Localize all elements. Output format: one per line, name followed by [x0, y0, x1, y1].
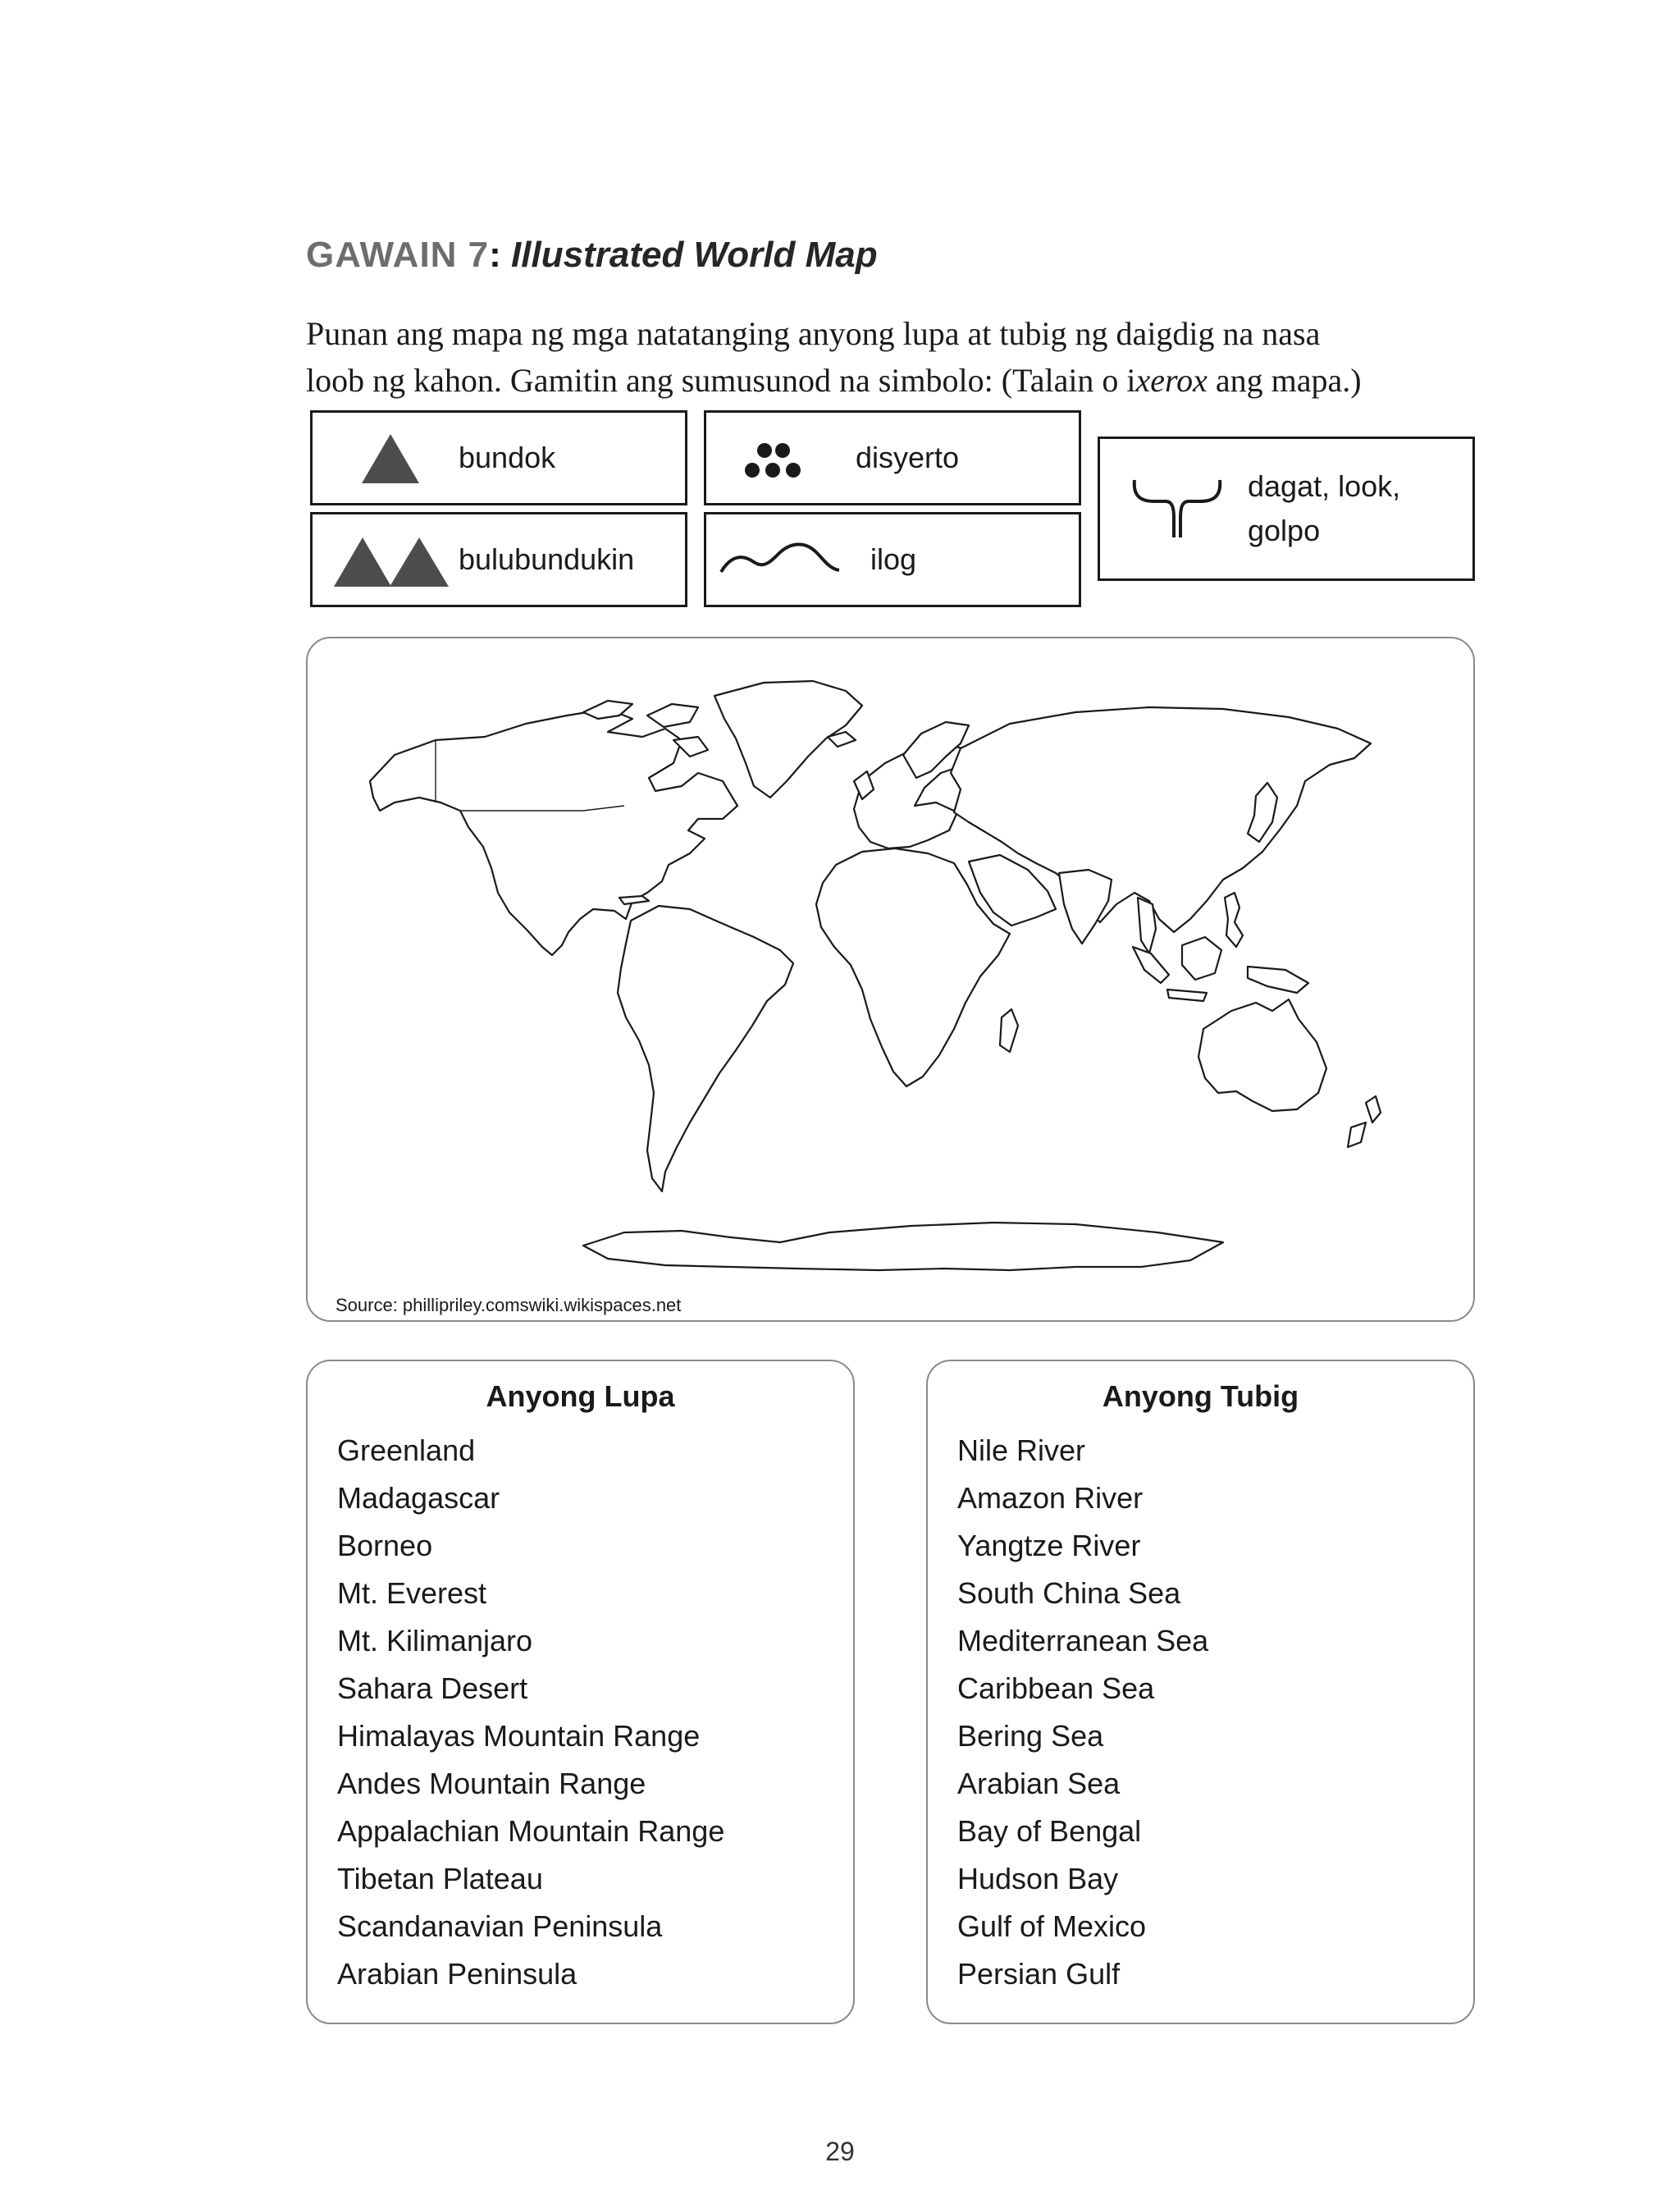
legend-ilog	[704, 512, 1081, 607]
list-item: Mt. Everest	[337, 1576, 487, 1610]
activity-label: GAWAIN 7	[306, 235, 490, 275]
world-map	[337, 658, 1446, 1290]
list-item: Persian Gulf	[957, 1957, 1121, 1991]
anyong-lupa-heading: Anyong Lupa	[486, 1379, 675, 1413]
instructions-line-2-a: loob ng kahon. Gamitin ang sumusunod na simbolo: (Talain o i	[306, 362, 1136, 399]
anyong-tubig-heading: Anyong Tubig	[1102, 1379, 1299, 1413]
list-item: Bay of Bengal	[957, 1814, 1142, 1848]
river-icon	[719, 539, 842, 580]
legend-ilog-label: ilog	[870, 542, 917, 576]
activity-title-text: Illustrated World Map	[511, 235, 878, 275]
instructions-line-2-italic: xerox	[1135, 362, 1208, 399]
list-item: Sahara Desert	[337, 1671, 528, 1705]
instructions-line-2	[306, 357, 1481, 404]
legend-bulubundukin	[310, 512, 687, 607]
list-item: Tibetan Plateau	[337, 1862, 543, 1895]
list-item: Borneo	[337, 1529, 433, 1562]
australia-outline	[1198, 999, 1326, 1111]
title-separator: :	[489, 235, 501, 275]
legend-bundok-label: bundok	[459, 441, 556, 474]
mountain-icon	[360, 432, 421, 485]
list-item: Amazon River	[957, 1481, 1144, 1515]
list-item: Bering Sea	[957, 1719, 1104, 1753]
legend-bundok	[310, 410, 687, 505]
legend-dagat-label-line1: dagat, look,	[1248, 469, 1401, 503]
instructions-line-1: Punan ang mapa ng mga natatanging anyong lupa at tubig ng daigdig na nasa	[306, 315, 1321, 352]
anyong-tubig-box	[926, 1360, 1475, 2024]
india-outline	[1059, 870, 1112, 944]
instructions	[306, 310, 1481, 404]
madagascar-outline	[1000, 1009, 1018, 1052]
desert-dots-icon	[742, 441, 805, 482]
page-number: 29	[825, 2137, 855, 2166]
list-item: Himalayas Mountain Range	[337, 1719, 701, 1753]
world-map-frame	[306, 637, 1475, 1322]
borneo-outline	[1182, 937, 1221, 980]
list-item: Yangtze River	[957, 1529, 1141, 1562]
antarctica-outline	[583, 1223, 1223, 1270]
list-item: Andes Mountain Range	[337, 1767, 646, 1800]
map-source: Source: phillipriley.comswiki.wikispaces.net	[336, 1295, 682, 1315]
list-item: Mt. Kilimanjaro	[337, 1624, 533, 1657]
legend-bulubundukin-label: bulubundukin	[459, 542, 635, 576]
list-item: Hudson Bay	[957, 1862, 1119, 1895]
list-item: Gulf of Mexico	[957, 1909, 1147, 1943]
list-item: Greenland	[337, 1433, 476, 1467]
instructions-line-2-b: ang mapa.)	[1207, 362, 1362, 399]
anyong-lupa-box	[306, 1360, 855, 2024]
bay-gulf-icon	[1131, 475, 1223, 541]
list-item: Scandanavian Peninsula	[337, 1909, 663, 1943]
list-item: South China Sea	[957, 1576, 1181, 1610]
philippines-outline	[1225, 893, 1243, 947]
mountain-range-icon	[332, 536, 450, 588]
anyong-tubig-list	[957, 1427, 1208, 1998]
list-item: Nile River	[957, 1433, 1086, 1467]
list-item: Appalachian Mountain Range	[337, 1814, 725, 1848]
list-item: Caribbean Sea	[957, 1671, 1155, 1705]
south-america-outline	[618, 906, 793, 1191]
legend-dagat-label-line2: golpo	[1248, 514, 1321, 547]
list-item: Arabian Sea	[957, 1767, 1121, 1800]
list-item: Mediterranean Sea	[957, 1624, 1209, 1657]
list-item: Arabian Peninsula	[337, 1957, 578, 1991]
anyong-lupa-list	[337, 1427, 724, 1998]
list-item: Madagascar	[337, 1481, 500, 1515]
activity-title	[306, 235, 878, 276]
legend-disyerto	[704, 410, 1081, 505]
legend-disyerto-label: disyerto	[856, 441, 960, 474]
legend-dagat	[1098, 437, 1475, 581]
